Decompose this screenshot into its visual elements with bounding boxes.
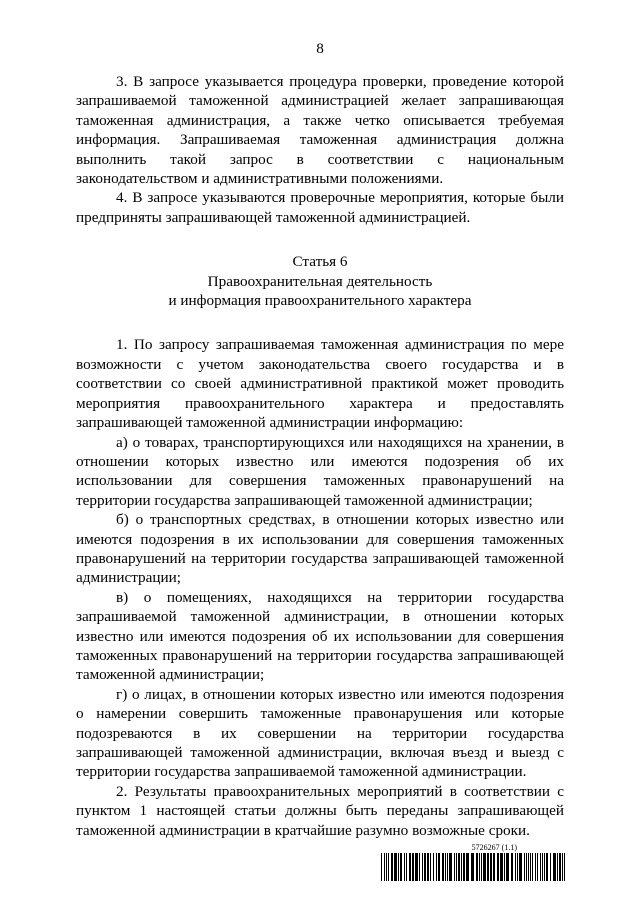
document-body — [76, 72, 564, 840]
paragraph: г) о лицах, в отношении которых известно или имеются подозрения о намерении совершить таможенные правонарушения или которые подозреваются в их совершении на территории государства запрашивающей таможенной администрации, включая въезд и выезд с территории государства запрашиваемой таможенной администрации. — [76, 685, 564, 781]
article-subtitle: Правоохранительная деятельность — [207, 272, 433, 290]
paragraph: 3. В запросе указывается процедура проверки, проведение которой запрашиваемой таможенной администрацией желает запрашивающая таможенная администрация, а также четко описывается требуемая информация. Запрашиваемая таможенная администрация должна выполнить такой запрос в соответствии с национальным законодательством и административными положениями. — [76, 73, 564, 188]
paragraph: 4. В запросе указываются проверочные мероприятия, которые были предприняты запрашивающей таможенной администрацией. — [76, 189, 564, 226]
paragraph: 1. По запросу запрашиваемая таможенная администрация по мере возможности с учетом законодательства своего государства и в соответствии со своей административной практикой может проводить мероприятия правоохранительного характера и предоставлять запрашивающей таможенной администрации информацию: — [76, 336, 564, 432]
barcode-caption: 5726267 (1.1) — [471, 843, 517, 852]
paragraph: в) о помещениях, находящихся на территории государства запрашиваемой таможенной администрации, в отношении которых известно или имеются подозрения об их использовании для совершения таможенных правонарушений на территории государства запрашивающей таможенной администрации; — [76, 588, 564, 684]
barcode — [381, 843, 565, 883]
paragraph: б) о транспортных средствах, в отношении которых известно или имеются подозрения в их использовании для совершения таможенных правонарушений на территории государства запрашивающей таможенной администрации; — [76, 511, 564, 587]
page-number: 8 — [316, 40, 324, 57]
paragraph: 2. Результаты правоохранительных мероприятий в соответствии с пунктом 1 настоящей статьи должны быть переданы запрашивающей таможенной администрации в кратчайшие разумно возможные сроки. — [76, 782, 564, 839]
barcode-icon — [381, 853, 565, 881]
paragraph: а) о товарах, транспортирующихся или находящихся на хранении, в отношении которых известно или имеются подозрения об их использовании для совершения таможенных правонарушений на территории государства запрашивающей таможенной администрации; — [76, 433, 564, 509]
article-title: Статья 6 — [292, 253, 348, 271]
article-subtitle: и информация правоохранительного характера — [168, 292, 472, 310]
